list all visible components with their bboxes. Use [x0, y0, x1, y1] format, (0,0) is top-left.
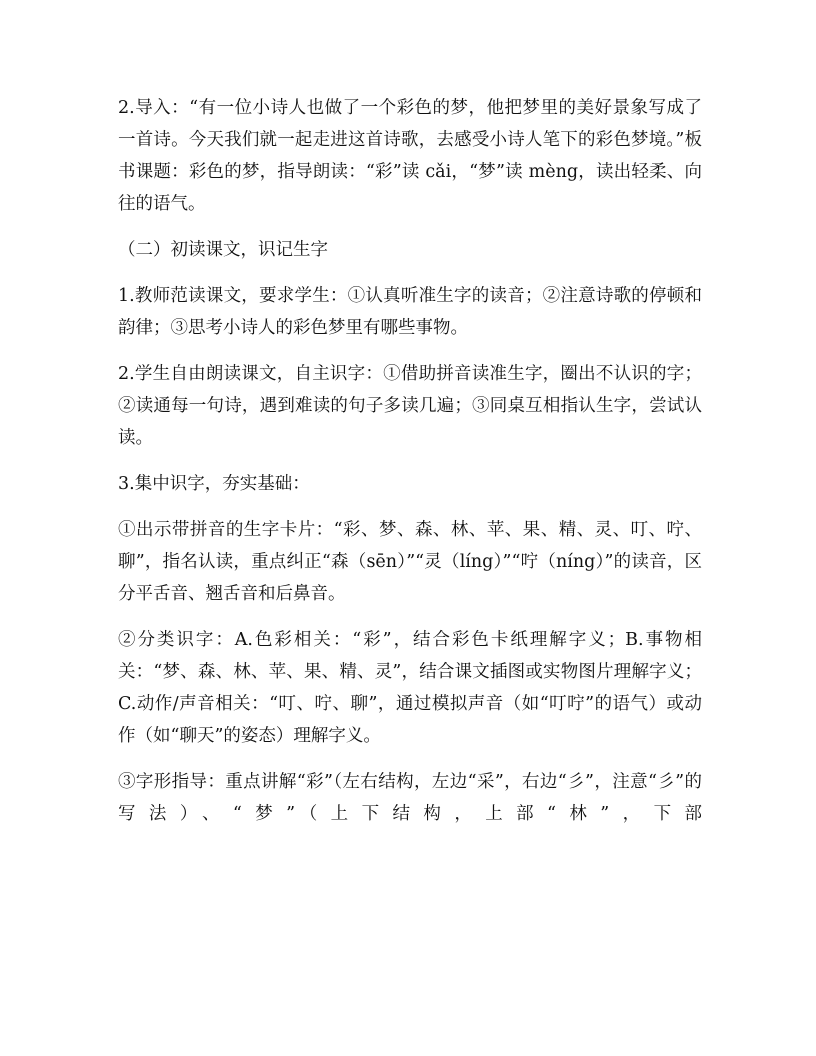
paragraph-intro: 2.导入：“有一位小诗人也做了一个彩色的梦，他把梦里的美好景象写成了一首诗。今天我们就一起走进这首诗歌，去感受小诗人笔下的彩色梦境。”板书课题：彩色的梦，指导朗读：“彩”读 cǎi，“梦”读 mèng，读出轻柔、向往的语气。 [118, 98, 702, 214]
paragraph-classified-literacy: ②分类识字：A.色彩相关：“彩”，结合彩色卡纸理解字义；B.事物相关：“梦、森、林、苹、果、精、灵”，结合课文插图或实物图片理解字义；C.动作/声音相关：“叮、咛、聊”，通过模拟声音（如“叮咛”的语气）或动作（如“聊天”的姿态）理解字义。 [118, 630, 702, 746]
paragraph-character-cards: ①出示带拼音的生字卡片：“彩、梦、森、林、苹、果、精、灵、叮、咛、聊”，指名认读，重点纠正“森（sēn）”“灵（líng）”“咛（níng）”的读音，区分平舌音、翘舌音和后鼻音。 [118, 520, 702, 604]
paragraph-student-reading: 2.学生自由朗读课文，自主识字：①借助拼音读准生字，圈出不认识的字；②读通每一句诗，遇到难读的句子多读几遍；③同桌互相指认生字，尝试认读。 [118, 364, 702, 448]
lesson-plan-body [118, 92, 702, 844]
paragraph-focused-literacy: 3.集中识字，夯实基础： [118, 474, 310, 494]
paragraph-glyph-guidance: ③字形指导：重点讲解“彩”（左右结构，左边“采”，右边“彡”，注意“彡”的写法）、“梦”（上下结构，上部“林”，下部 [118, 772, 702, 824]
paragraph-teacher-reading: 1.教师范读课文，要求学生：①认真听准生字的读音；②注意诗歌的停顿和韵律；③思考小诗人的彩色梦里有哪些事物。 [118, 286, 702, 338]
section-heading-first-reading: （二）初读课文，识记生字 [118, 240, 328, 260]
